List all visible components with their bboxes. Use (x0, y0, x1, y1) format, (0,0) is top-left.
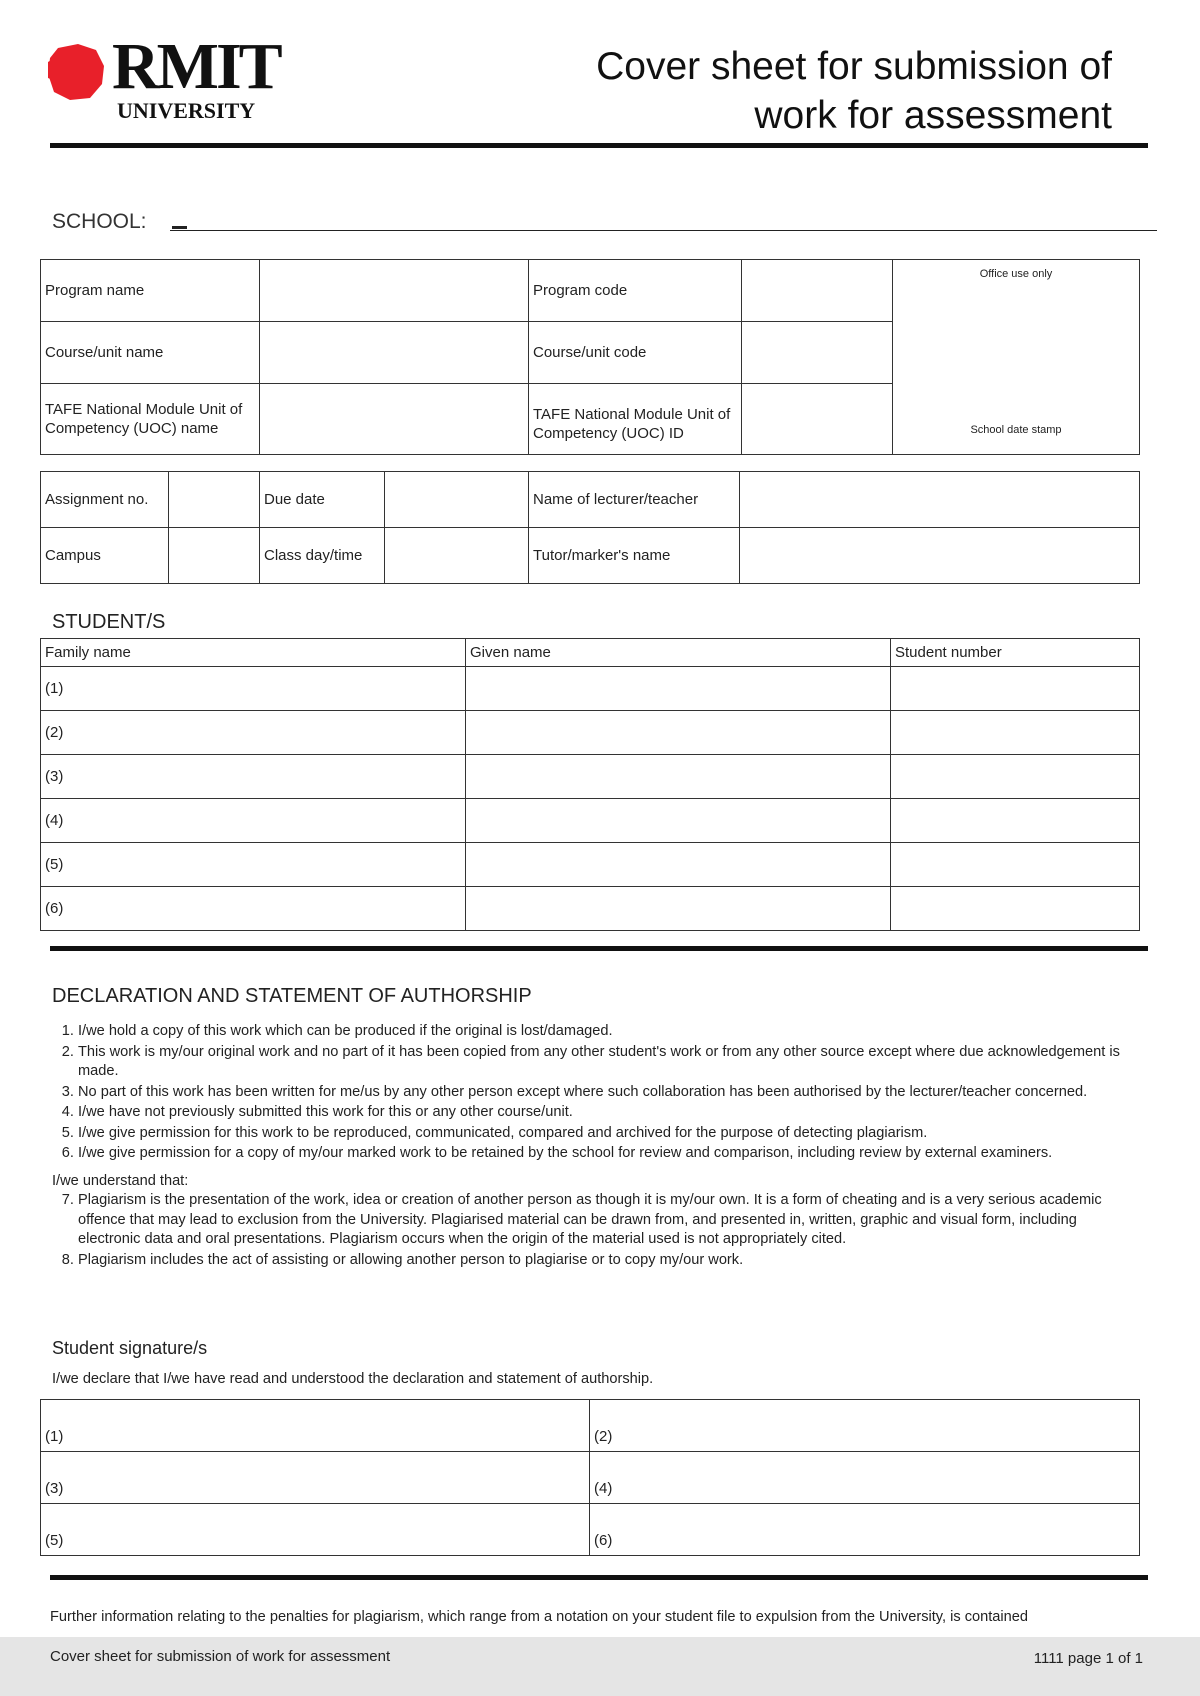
given-name-field[interactable] (466, 843, 891, 887)
declaration-item: 1. I/we hold a copy of this work which can be produced if the original is lost/damaged. (78, 1022, 1142, 1042)
school-field-cursor (172, 226, 187, 229)
given-name-field[interactable] (466, 799, 891, 843)
signature-1[interactable]: (1) (41, 1400, 590, 1452)
course-name-label: Course/unit name (41, 322, 260, 384)
program-table (40, 259, 1140, 455)
date-stamp-label: School date stamp (970, 424, 1062, 436)
signature-6[interactable]: (6) (590, 1504, 1140, 1556)
given-name-field[interactable] (466, 887, 891, 931)
understand-text: I/we understand that: (52, 1172, 189, 1189)
signatures-rule (50, 1575, 1148, 1580)
footer-title: Cover sheet for submission of work for assessment (50, 1648, 391, 1665)
student-number-field[interactable] (891, 887, 1140, 931)
campus-label: Campus (41, 528, 169, 584)
lecturer-field[interactable] (740, 472, 1140, 528)
student-number-field[interactable] (891, 755, 1140, 799)
signature-2[interactable]: (2) (590, 1400, 1140, 1452)
tafe-name-label: TAFE National Module Unit of Competency (UOC) name (41, 384, 260, 455)
signatures-note: I/we declare that I/we have read and understood the declaration and statement of authorship. (52, 1371, 654, 1387)
assignment-no-field[interactable] (169, 472, 260, 528)
student-number-field[interactable] (891, 711, 1140, 755)
course-code-label: Course/unit code (529, 322, 742, 384)
declaration-heading: DECLARATION AND STATEMENT OF AUTHORSHIP (52, 985, 532, 1007)
signature-4[interactable]: (4) (590, 1452, 1140, 1504)
school-label: SCHOOL: (52, 210, 147, 233)
students-table (40, 638, 1140, 931)
given-name-field[interactable] (466, 755, 891, 799)
students-heading: STUDENT/S (52, 611, 166, 633)
class-day-label: Class day/time (260, 528, 385, 584)
tafe-id-label: TAFE National Module Unit of Competency (UOC) ID (529, 384, 742, 455)
due-date-field[interactable] (385, 472, 529, 528)
program-code-field[interactable] (742, 260, 893, 322)
student-number-field[interactable] (891, 667, 1140, 711)
course-name-field[interactable] (260, 322, 529, 384)
campus-field[interactable] (169, 528, 260, 584)
student-row-4[interactable]: (4) (41, 799, 466, 843)
program-name-label: Program name (41, 260, 260, 322)
student-number-field[interactable] (891, 799, 1140, 843)
declaration-body (52, 1022, 1142, 1271)
class-day-field[interactable] (385, 528, 529, 584)
footer-band (0, 1637, 1200, 1696)
given-name-field[interactable] (466, 667, 891, 711)
signature-5[interactable]: (5) (41, 1504, 590, 1556)
given-name-field[interactable] (466, 711, 891, 755)
title-line-1: Cover sheet for submission of (596, 45, 1112, 88)
section-rule (50, 946, 1148, 951)
office-use-box (893, 260, 1140, 455)
col-student-number: Student number (891, 639, 1140, 667)
student-row-1[interactable]: (1) (41, 667, 466, 711)
course-code-field[interactable] (742, 322, 893, 384)
assignment-table (40, 471, 1140, 584)
tutor-label: Tutor/marker's name (529, 528, 740, 584)
title-line-2: work for assessment (754, 94, 1112, 137)
understanding-item: 7. Plagiarism is the presentation of the work, idea or creation of another person as though it is my/our own. It is a form of cheating and is a very serious academic offence that may lead to exclusion from the University. Plagiarised material can be drawn from, and presented in, written, graphic and visual form, including electronic data and oral presentations. Plagiarism occurs when the origin of the material used is not appropriately cited. (78, 1191, 1142, 1250)
tafe-id-field[interactable] (742, 384, 893, 455)
declaration-list (52, 1022, 1142, 1164)
signatures-table (40, 1399, 1140, 1556)
declaration-item: 6. I/we give permission for a copy of my/our marked work to be retained by the school for review and comparison, including review by external examiners. (78, 1144, 1142, 1164)
student-number-field[interactable] (891, 843, 1140, 887)
understanding-item: 8. Plagiarism includes the act of assisting or allowing another person to plagiarise or to copy my/our work. (78, 1251, 1142, 1271)
footer-page-number: 1111 page 1 of 1 (1033, 1650, 1143, 1667)
tutor-field[interactable] (740, 528, 1140, 584)
school-field[interactable] (170, 230, 1157, 231)
student-row-3[interactable]: (3) (41, 755, 466, 799)
program-code-label: Program code (529, 260, 742, 322)
rmit-logo-pixel-icon (48, 44, 104, 100)
signature-3[interactable]: (3) (41, 1452, 590, 1504)
declaration-item: 2. This work is my/our original work and no part of it has been copied from any other student's work or from any other source except where due acknowledgement is made. (78, 1043, 1142, 1082)
student-row-5[interactable]: (5) (41, 843, 466, 887)
declaration-item: 3. No part of this work has been written for me/us by any other person except where such collaboration has been authorised by the lecturer/teacher concerned. (78, 1083, 1142, 1103)
student-row-6[interactable]: (6) (41, 887, 466, 931)
understanding-list (52, 1191, 1142, 1270)
office-use-label: Office use only (979, 268, 1053, 280)
lecturer-label: Name of lecturer/teacher (529, 472, 740, 528)
logo-subtitle: UNIVERSITY (117, 98, 256, 123)
declaration-item: 5. I/we give permission for this work to be reproduced, communicated, compared and archived for the purpose of detecting plagiarism. (78, 1124, 1142, 1144)
col-given-name: Given name (466, 639, 891, 667)
logo-wordmark: RMIT (112, 30, 280, 103)
assignment-no-label: Assignment no. (41, 472, 169, 528)
further-info: Further information relating to the penalties for plagiarism, which range from a notation on your student file to expulsion from the University, is contained (50, 1609, 1029, 1625)
declaration-item: 4. I/we have not previously submitted this work for this or any other course/unit. (78, 1103, 1142, 1123)
student-row-2[interactable]: (2) (41, 711, 466, 755)
signatures-heading: Student signature/s (52, 1338, 208, 1358)
due-date-label: Due date (260, 472, 385, 528)
program-name-field[interactable] (260, 260, 529, 322)
page-title (596, 42, 1112, 140)
tafe-name-field[interactable] (260, 384, 529, 455)
col-family-name: Family name (41, 639, 466, 667)
header-rule (50, 143, 1148, 148)
